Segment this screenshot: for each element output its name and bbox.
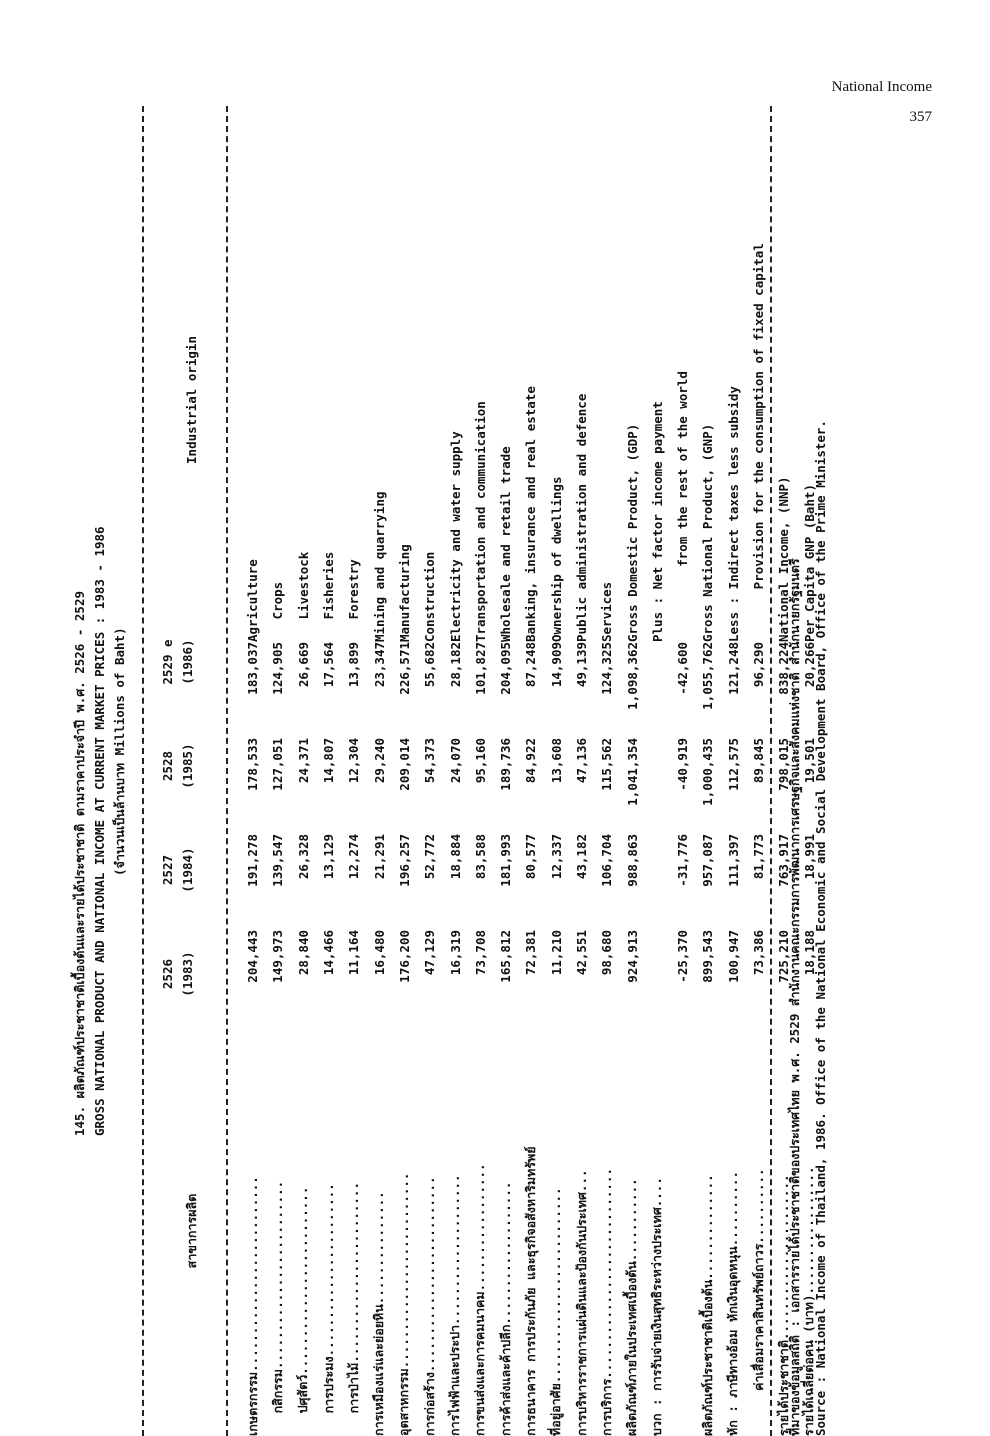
value-cell: 21,291 [371, 834, 387, 880]
value-cell: 13,899 [346, 642, 362, 688]
value-cell: 1,055,762 [700, 642, 716, 710]
value-cell: 26,669 [295, 642, 311, 688]
value-cell: 226,571 [396, 642, 412, 695]
value-cell: 176,200 [396, 930, 412, 983]
table-row [316, 242, 341, 1436]
value-cell: 189,736 [498, 738, 514, 791]
value-cell: 52,772 [422, 834, 438, 880]
row-label-thai: อุตสาหกรรม.......................... [396, 1172, 412, 1436]
value-cell: 42,551 [574, 930, 589, 976]
row-label-english: Mining and quarrying [371, 491, 387, 642]
section-title: National Income [831, 79, 932, 95]
value-cell: 165,812 [498, 930, 514, 983]
row-label-thai: การธนาคาร การประกันภัย และธุรกิจอสังหาริมทรัพย์ [522, 1146, 538, 1436]
row-label-thai: รายได้ประชาชาติ...................... [775, 1174, 791, 1436]
value-cell: 1,041,354 [624, 738, 640, 806]
value-cell: 55,682 [422, 642, 438, 688]
table-row [240, 242, 265, 1436]
row-label-thai: การประมง....................... [320, 1183, 336, 1436]
value-cell: 47,129 [422, 930, 438, 976]
value-cell: 139,547 [270, 834, 286, 887]
row-label-thai: การขนส่งและการคมนาคม................. [472, 1163, 488, 1436]
table-row [544, 242, 569, 1436]
value-cell: 24,371 [295, 738, 311, 784]
value-cell: 209,014 [396, 738, 412, 791]
value-cell [645, 642, 670, 738]
value-cell: 101,827 [472, 642, 488, 695]
value-cell: 988,863 [624, 834, 640, 887]
value-cell: 84,922 [523, 738, 539, 784]
value-cell: 29,240 [371, 738, 387, 784]
value-cell: 47,136 [574, 738, 589, 784]
value-cell: 11,210 [548, 930, 564, 976]
value-cell: 95,160 [472, 738, 488, 784]
row-label-thai: ค่าเสื่อมราคาสินทรัพย์ถาวร.......... [750, 1168, 766, 1436]
value-cell: 17,564 [321, 642, 337, 688]
row-label-english: Public administration and defence [574, 393, 589, 642]
value-cell: 18,991 [801, 834, 817, 880]
value-cell: -25,370 [675, 930, 691, 983]
title-thai: 145. ผลิตภัณฑ์ประชาชาติเบื้องต้นและรายได้ประชาชาติ ตามราคาประจำปี พ.ศ. 2526 - 2529 [72, 590, 87, 1136]
title-english: GROSS NATIONAL PRODUCT AND NATIONAL INCOME AT CURRENT MARKET PRICES : 1983 - 1986 [92, 526, 107, 1136]
table-row [291, 242, 316, 1436]
value-cell: 87,248 [523, 642, 539, 688]
value-cell: 100,947 [725, 930, 741, 983]
value-cell: 183,037 [245, 642, 261, 695]
row-label-thai: การก่อสร้าง.......................... [421, 1176, 437, 1436]
row-label-english: Agriculture [245, 559, 261, 642]
value-cell: 121,248 [725, 642, 741, 695]
value-cell: 204,443 [245, 930, 261, 983]
value-cell: 26,328 [295, 834, 311, 880]
income-table [240, 242, 822, 1436]
bottom-dashed-rule [770, 106, 772, 1436]
row-label-english: Ownership of dwellings [548, 476, 564, 642]
row-label-thai: การป่าไม้........................ [345, 1182, 361, 1436]
unit-line: (จำนวนเป็นล้านบาท Millions of Baht) [112, 627, 127, 876]
year-header-1984: 2527 (1984) [160, 847, 195, 893]
column-headers [158, 106, 218, 1436]
table-row [670, 242, 695, 1436]
value-cell: 72,381 [523, 930, 539, 976]
header-english: Industrial origin [184, 336, 199, 464]
row-label-english: Plus : Net factor income payment [649, 401, 665, 642]
table-row [392, 242, 417, 1436]
value-cell: 28,182 [447, 642, 463, 688]
value-cell: 763,917 [776, 834, 792, 887]
value-cell: 89,845 [751, 738, 767, 784]
header-thai: สาขาการผลิต [184, 1193, 199, 1269]
value-cell: 16,319 [447, 930, 463, 976]
row-label-thai: รายได้เฉลี่ยต่อคน (บาท)................. [801, 1166, 817, 1436]
row-label-thai [670, 1026, 695, 1436]
table-row [594, 242, 619, 1436]
row-label-english: Fisheries [321, 551, 337, 642]
value-cell: 115,562 [599, 738, 615, 791]
row-label-english: Manufacturing [396, 544, 412, 642]
row-label-english: Forestry [346, 559, 362, 642]
value-cell: 12,274 [346, 834, 362, 880]
table-row [341, 242, 366, 1436]
row-label-english: Electricity and water supply [447, 431, 463, 642]
value-cell: 98,680 [599, 930, 615, 976]
value-cell: 83,588 [472, 834, 488, 880]
row-label-thai: ที่อยู่อาศัย.......................... [548, 1187, 564, 1436]
row-label-english: Gross Domestic Product, (GDP) [624, 423, 640, 642]
value-cell: 798,015 [776, 738, 792, 791]
value-cell: 111,397 [725, 834, 741, 887]
row-label-thai: การเหมืองแร่และย่อยหิน............... [371, 1191, 387, 1436]
value-cell: 24,070 [447, 738, 463, 784]
value-cell: 191,278 [245, 834, 261, 887]
row-label-thai: หัก : ภาษีทางอ้อม หักเงินอุดหนุน.......... [725, 1171, 741, 1436]
row-label-english: Banking, insurance and real estate [523, 386, 539, 642]
value-cell: 11,164 [346, 930, 362, 976]
value-cell: 80,577 [523, 834, 539, 880]
value-cell: 19,501 [801, 738, 817, 784]
row-label-english: Livestock [295, 551, 311, 642]
value-cell: 124,905 [270, 642, 286, 695]
row-label-english: Per Capita GNP (Baht) [801, 483, 817, 642]
row-label-english: Crops [270, 581, 286, 642]
row-label-thai: เกษตรกรรม.......................... [244, 1176, 260, 1436]
row-label-thai: การบริการ............................ [598, 1168, 614, 1436]
income-table-body [240, 242, 822, 1436]
value-cell: 12,337 [548, 834, 564, 880]
table-row [493, 242, 518, 1436]
value-cell: 28,840 [295, 930, 311, 976]
value-cell: 81,773 [751, 834, 767, 880]
table-row [468, 242, 493, 1436]
row-label-english: Wholesale and retail trade [498, 446, 514, 642]
source-thai: ที่มาของข้อมูลสถิติ : เอกสารรายได้ประชาชาติของประเทศไทย พ.ศ. 2529 สำนักงานคณะกรรมการพัฒนาการเศรษฐกิจและสังคมแห่งชาติ สำนักนายกรัฐมนตรี [787, 558, 802, 1436]
year-header-1986: 2529 e (1986) [160, 639, 195, 685]
row-label-english: Less : Indirect taxes less subsidy [725, 386, 741, 642]
value-cell: 14,909 [548, 642, 564, 688]
row-label-english: from the rest of the world [675, 371, 691, 642]
row-label-english: Construction [422, 551, 438, 642]
value-cell: 1,000,435 [700, 738, 716, 806]
value-cell: 16,480 [371, 930, 387, 976]
table-row [569, 242, 594, 1436]
year-header-1985: 2528 (1985) [160, 743, 195, 789]
row-label-thai: ผลิตภัณฑ์ประชาชาติเบื้องต้น.............. [699, 1174, 715, 1436]
value-cell: 18,884 [447, 834, 463, 880]
value-cell: 54,373 [422, 738, 438, 784]
row-label-english: Gross National Product, (GNP) [700, 423, 716, 642]
table-row [695, 242, 720, 1436]
source-english: Source : National Income of Thailand, 1986. Office of the National Economic and Social Development Board, Office of the Prime Minister. [813, 420, 828, 1436]
row-label-english: Transportation and communication [472, 401, 488, 642]
value-cell: 18,188 [801, 930, 817, 976]
value-cell: 924,913 [624, 930, 640, 983]
row-label-thai: บวก : การรับจ่ายเงินสุทธิระหว่างประเทศ.... [649, 1177, 665, 1436]
row-label-english: Provision for the consumption of fixed capital [751, 243, 767, 642]
value-cell: 20,266 [801, 642, 817, 688]
row-label-english: National Income, (NNP) [776, 476, 792, 642]
value-cell: 43,182 [574, 834, 589, 880]
value-cell: 725,210 [776, 930, 792, 983]
table-row [442, 242, 467, 1436]
top-dashed-rule [142, 106, 144, 1436]
page-number: 357 [909, 109, 932, 125]
table-row [417, 242, 442, 1436]
row-label-thai: ปศุสัตว์......................... [295, 1186, 311, 1436]
value-cell: 149,973 [270, 930, 286, 983]
row-label-thai: การค้าส่งและค้าปลีก................... [497, 1181, 513, 1436]
table-row [265, 242, 290, 1436]
table-row [518, 242, 543, 1436]
value-cell: 196,257 [396, 834, 412, 887]
header-dashed-rule [226, 106, 228, 1436]
rotated-table-page [70, 106, 950, 1436]
value-cell: -40,919 [675, 738, 691, 791]
value-cell: 12,304 [346, 738, 362, 784]
value-cell: 14,466 [321, 930, 337, 976]
value-cell: 112,575 [725, 738, 741, 791]
row-label-english: Services [599, 581, 615, 642]
table-row [366, 242, 391, 1436]
value-cell: 204,095 [498, 642, 514, 695]
value-cell [645, 834, 670, 930]
value-cell: 899,543 [700, 930, 716, 983]
year-header-1983: 2526 (1983) [160, 951, 195, 997]
value-cell: 14,807 [321, 738, 337, 784]
table-title [70, 526, 130, 1136]
value-cell: 124,325 [599, 642, 615, 695]
table-row [619, 242, 644, 1436]
table-row [746, 242, 771, 1436]
value-cell: -42,600 [675, 642, 691, 695]
value-cell: 96,290 [751, 642, 767, 688]
value-cell: 178,533 [245, 738, 261, 791]
table-row [645, 242, 670, 1436]
value-cell: 13,129 [321, 834, 337, 880]
value-cell: 957,087 [700, 834, 716, 887]
value-cell: 49,139 [574, 642, 589, 688]
row-label-thai: การไฟฟ้าและประปา.................... [447, 1174, 463, 1436]
value-cell: 1,098,362 [624, 642, 640, 710]
value-cell [645, 738, 670, 834]
value-cell: 106,704 [599, 834, 615, 887]
value-cell: 181,993 [498, 834, 514, 887]
value-cell: 73,386 [751, 930, 767, 976]
table-row [721, 242, 746, 1436]
value-cell: 127,051 [270, 738, 286, 791]
value-cell: 838,224 [776, 642, 792, 695]
value-cell [645, 930, 670, 1026]
row-label-thai: ผลิตภัณฑ์ภายในประเทศเบื้องต้น........... [624, 1178, 640, 1436]
value-cell: -31,776 [675, 834, 691, 887]
value-cell: 73,708 [472, 930, 488, 976]
row-label-thai: กสิกรรม......................... [269, 1180, 285, 1436]
value-cell: 13,608 [548, 738, 564, 784]
row-label-thai: การบริหารราชการแผ่นดินและป้องกันประเทศ... [573, 1169, 589, 1436]
footnotes [782, 420, 834, 1436]
value-cell: 23,347 [371, 642, 387, 688]
